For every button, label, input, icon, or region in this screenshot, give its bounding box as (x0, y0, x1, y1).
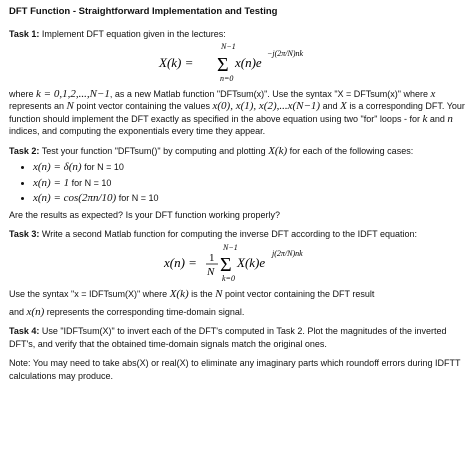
case1-expr: x(n) = δ(n) (33, 161, 82, 173)
t2-a: Test your function "DFTsum()" by computing and plotting (39, 145, 269, 156)
t4-text: Use "IDFTsum(X)" to invert each of the DFT's computed in Task 2. Plot the magnitudes of the inverted DFT's, and verify that the obtained time-domain signals match the original ones. (9, 326, 447, 349)
list-item (33, 161, 465, 174)
idft-eq-sigma: Σ (220, 253, 232, 276)
task1-paragraph (9, 88, 465, 138)
task3-label: Task 3: (9, 229, 40, 239)
task1-text: Implement DFT equation given in the lectures: (39, 28, 226, 39)
t1-c: represents an (9, 101, 67, 111)
idft-eq-exponent: j(2π/N)nk (272, 248, 303, 258)
t3-text: Write a second Matlab function for computing the inverse DFT according to the IDFT equation: (39, 229, 418, 239)
task1-heading (9, 28, 465, 41)
t1-X: X (340, 100, 347, 112)
idft-eq-sum-top: N−1 (223, 242, 238, 252)
case1-cond: for N = 10 (81, 162, 124, 172)
t1-x: x (430, 87, 436, 100)
t1-k: k (422, 112, 428, 125)
task1-label: Task 1: (9, 28, 40, 39)
t3-p1-Xk: X(k) (169, 288, 189, 300)
case3-expr: x(n) = cos(2πn/10) (33, 192, 117, 204)
dft-eq-sum-bottom: n=0 (220, 74, 234, 83)
idft-eq-sum-bottom: k=0 (222, 273, 235, 283)
dft-eq-body: x(n)e (235, 55, 262, 70)
case2-expr: x(n) = 1 (33, 176, 70, 189)
t1-b: , as a new Matlab function "DFTsum(x)". Use the syntax "X = DFTsum(x)" where (109, 88, 431, 99)
task4-paragraph (9, 325, 465, 350)
task3-para1 (9, 288, 465, 301)
task2-label: Task 2: (9, 145, 40, 156)
idft-eq-body: X(k)e (237, 254, 266, 270)
idft-eq-frac-den: N (207, 265, 215, 278)
case2-cond: for N = 10 (69, 177, 112, 188)
t3-p2-xn: x(n) (26, 305, 45, 318)
t1-n: n (447, 112, 453, 125)
note-paragraph: Note: You may need to take abs(X) or real(X) to eliminate any imaginary parts which roundoff errors during IDFTT calculations may produce. (9, 358, 461, 381)
t1-a: where (9, 88, 37, 99)
dft-eq-sigma: Σ (217, 54, 229, 76)
idft-eq-frac-num: 1 (209, 251, 215, 264)
dft-eq-exponent: −j(2π/N)nk (267, 49, 304, 58)
task2-heading (9, 145, 465, 158)
t1-vals: x(0), x(1), x(2),...x(N−1) (212, 100, 321, 112)
t3-p2-b: represents the corresponding time-domain signal. (44, 306, 245, 317)
t2-Xk: X(k) (268, 144, 288, 157)
dft-eq-sum-top: N−1 (221, 42, 236, 51)
task3-heading (9, 228, 465, 241)
dft-equation (9, 40, 465, 88)
test-case-list (9, 161, 465, 205)
t3-p1-N: N (215, 288, 223, 300)
idft-equation-svg (162, 241, 312, 285)
dft-eq-lhs: X(k) = (159, 55, 194, 70)
list-item (33, 192, 465, 205)
document-title: DFT Function - Straightforward Implementation and Testing (9, 6, 278, 17)
t3-p1-c: point vector containing the DFT result (222, 289, 375, 299)
case3-cond: for N = 10 (116, 193, 159, 203)
task4-label: Task 4: (9, 326, 40, 336)
t3-p1-b: is the (188, 289, 216, 299)
dft-equation-svg (157, 40, 317, 84)
task3-para2 (9, 306, 465, 319)
t1-k-range: k = 0,1,2,...,N−1 (36, 87, 110, 100)
t1-g: and (427, 113, 448, 124)
t1-f: is a corresponding DFT. Your function should implement the DFT exactly as specified in the above equation using two "for" loops - for (9, 101, 465, 124)
t2-b: for each of the following cases: (287, 145, 414, 156)
t1-d: point vector containing the values (73, 101, 213, 111)
t3-p1-a: Use the syntax "x = IDFTsum(X)" where (9, 289, 170, 299)
t1-h: indices, and computing the exponentials every time they appear. (9, 126, 266, 136)
idft-equation (9, 241, 465, 289)
task2-question: Are the results as expected? Is your DFT function working properly? (9, 209, 280, 220)
idft-eq-lhs: x(n) = (164, 254, 197, 270)
list-item (33, 177, 465, 190)
t1-N: N (66, 100, 74, 112)
t3-p2-a: and (9, 306, 27, 317)
t1-e: and (320, 101, 341, 111)
